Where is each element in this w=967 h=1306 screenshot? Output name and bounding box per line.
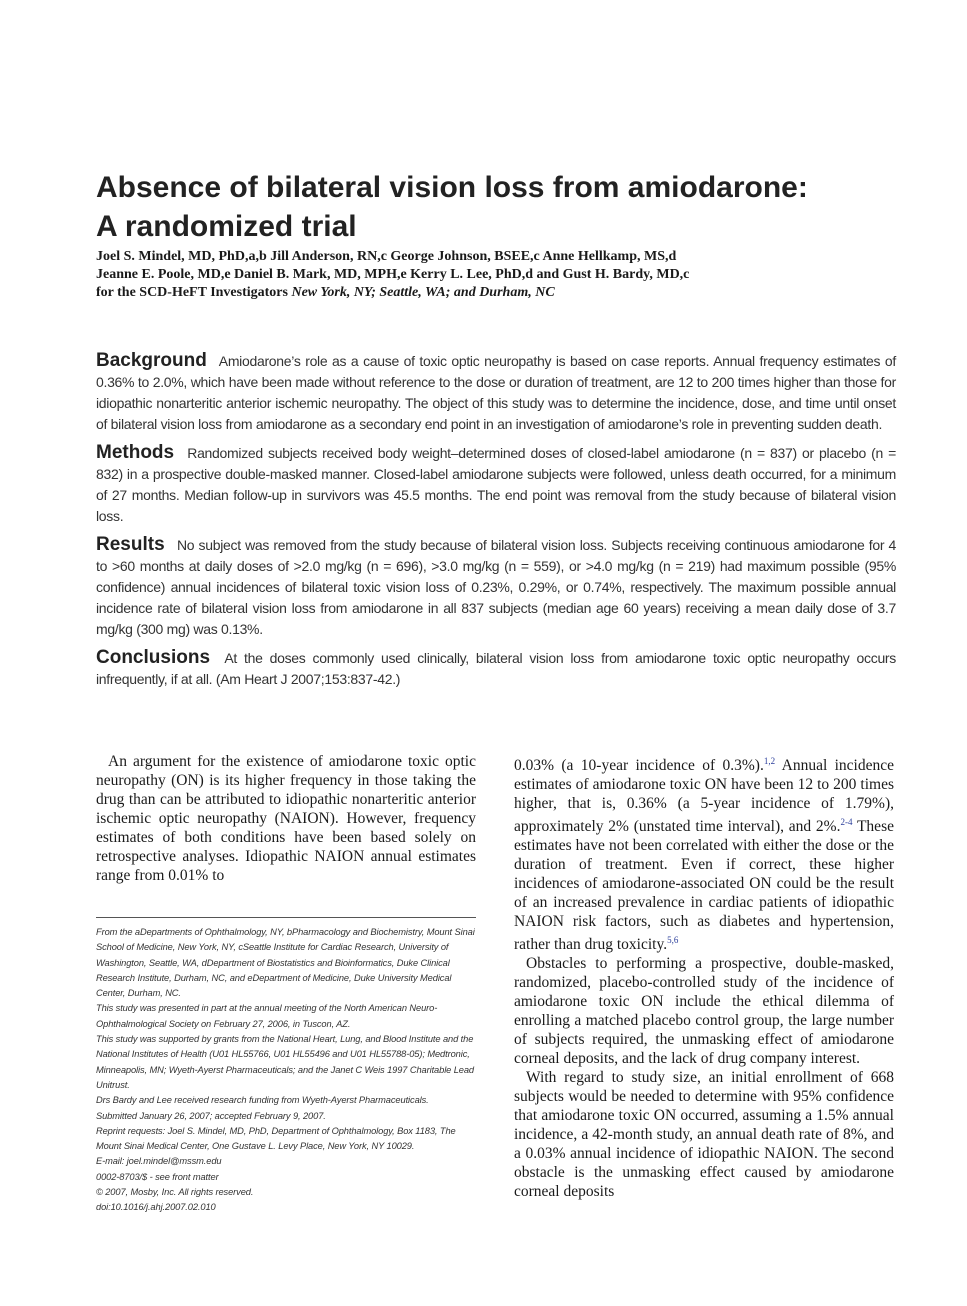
- abstract-background: [96, 350, 896, 435]
- para-text: These estimates have not been correlated with either the dose or the duration of treatment. Even if correct, these higher incidences of amiodarone-associated ON could be the result of an increased prevalence in cardiac patients of idiopathic NAION risk factors, such as diabetes and hypertension, rather than drug toxicity.: [514, 818, 894, 954]
- author-list: [96, 248, 886, 302]
- title-line-1: Absence of bilateral vision loss from amiodarone:: [96, 171, 808, 204]
- footnote-support: This study was supported by grants from the National Heart, Lung, and Blood Institute and the National Institutes of Health (U01 HL55766, U01 HL55496 and U01 HL55788-05); Medtronic, Minneapolis, MN; Wyeth-Ayerst Pharmaceuticals; and the Janet C Weis 1997 Charitable Lead Unitrust.: [96, 1034, 474, 1090]
- body-column-left: [96, 752, 476, 885]
- footnote-divider: [96, 917, 476, 918]
- background-text: Amiodarone’s role as a cause of toxic optic neuropathy is based on case reports. Annual frequency estimates of 0.36% to 2.0%, which have been made without reference to the dose or duration of treatment, are 12 to 200 times higher than those for idiopathic nonarteritic anterior ischemic neuropathy. The object of this study was to determine the incidence, dose, and time until onset of bilateral vision loss from amiodarone as a secondary end point in an investigation of amiodarone’s role in preventing sudden death.: [96, 353, 896, 432]
- intro-paragraph-3: With regard to study size, an initial enrollment of 668 subjects would be needed to determine with 95% confidence that amiodarone toxic ON occurred, assuming a 1.5% annual incidence, a 42-month study, an annual death rate of 8%, and a 0.03% annual incidence of idiopathic NAION. The second obstacle is the unmasking effect caused by amiodarone corneal deposits: [514, 1069, 894, 1201]
- intro-paragraph-1: An argument for the existence of amiodarone toxic optic neuropathy (ON) is its higher frequency in those taking the drug than can be attributed to idiopathic nonarteritic anterior ischemic optic neuropathy (NAION). However, frequency estimates of both conditions have been based solely on retrospective analyses. Idiopathic NAION annual estimates range from 0.01% to: [96, 753, 476, 884]
- investigator-group: for the SCD-HeFT Investigators: [96, 285, 288, 300]
- body-column-right: [514, 752, 894, 1201]
- results-heading: Results: [96, 534, 165, 555]
- footnote-doi: doi:10.1016/j.ahj.2007.02.010: [96, 1202, 216, 1213]
- authors-line-2: Jeanne E. Poole, MD,e Daniel B. Mark, MD, MPH,e Kerry L. Lee, PhD,d and Gust H. Bardy, MD,c: [96, 267, 690, 282]
- authors-line-1: Joel S. Mindel, MD, PhD,a,b Jill Anderson, RN,c George Johnson, BSEE,c Anne Hellkamp, MS,d: [96, 249, 677, 264]
- methods-heading: Methods: [96, 442, 175, 463]
- footnote-issn: 0002-8703/$ - see front matter: [96, 1171, 219, 1182]
- abstract-conclusions: [96, 647, 896, 690]
- abstract-methods: [96, 442, 896, 527]
- methods-text: Randomized subjects received body weight–determined doses of closed-label amiodarone (n = 837) or placebo (n = 832) in a prospective double-masked manner. Closed-label amiodarone subjects were followed, unless death occurred, for a minimum of 27 months. Median follow-up in survivors was 45.5 months. The end point was removal from the study because of bilateral vision loss.: [96, 445, 896, 524]
- abstract-results: [96, 534, 896, 640]
- footnotes: [96, 925, 476, 1216]
- results-text: No subject was removed from the study because of bilateral vision loss. Subjects receiving continuous amiodarone for 4 to >60 months at daily doses of >2.0 mg/kg (n = 696), >3.0 mg/kg (n = 559), or >4.0 mg/kg (n = 219) had maximum possible (95% confidence) annual incidences of bilateral toxic vision loss of 0.23%, 0.29%, or 0.74%, respectively. The maximum possible annual incidence rate of bilateral vision loss from amiodarone in all 837 subjects (median age 60 years) receiving a mean daily dose of 3.7 mg/kg (300 mg) was 0.13%.: [96, 537, 897, 637]
- reference-link[interactable]: 2-4: [840, 817, 853, 828]
- footnote-email: E-mail: joel.mindel@mssm.edu: [96, 1156, 222, 1167]
- intro-paragraph-1-continued: [514, 752, 894, 954]
- reference-link[interactable]: 5,6: [667, 935, 679, 946]
- footnote-copyright: © 2007, Mosby, Inc. All rights reserved.: [96, 1187, 254, 1198]
- conclusions-text: At the doses commonly used clinically, bilateral vision loss from amiodarone toxic optic neuropathy occurs infrequently, if at all. (Am Heart J 2007;153:837-42.): [96, 650, 896, 687]
- reference-link[interactable]: 1,2: [763, 756, 776, 766]
- background-heading: Background: [96, 350, 207, 371]
- author-locations: New York, NY; Seattle, WA; and Durham, NC: [291, 285, 555, 300]
- intro-paragraph-2: Obstacles to performing a prospective, double-masked, randomized, placebo-controlled study of the incidence of amiodarone toxic ON include the ethical dilemma of enrolling a matched placebo control group, the large number of subjects required, the unmasking effect of amiodarone corneal deposits, and the lack of drug company interest.: [514, 955, 894, 1068]
- article-title: [96, 168, 896, 246]
- title-line-2: A randomized trial: [96, 210, 357, 243]
- footnote-submitted: Submitted January 26, 2007; accepted February 9, 2007.: [96, 1110, 326, 1121]
- conclusions-heading: Conclusions: [96, 647, 211, 668]
- para-text: Annual incidence estimates of amiodarone toxic ON have been 12 to 200 times higher, that is, 0.36% (a 5-year incidence of 1.79%), approximately 2% (unstated time interval), and 2%.: [514, 757, 894, 836]
- footnote-reprints: Reprint requests: Joel S. Mindel, MD, PhD, Department of Ophthalmology, Box 1183, The Mount Sinai Medical Center, One Gustave L. Levy Place, New York, NY 10029.: [96, 1125, 456, 1152]
- footnote-presented: This study was presented in part at the annual meeting of the North American Neuro-Ophthalmological Society on February 27, 2006, in Tuscon, AZ.: [96, 1003, 438, 1029]
- footnote-affiliations: From the aDepartments of Ophthalmology, NY, bPharmacology and Biochemistry, Mount Sinai School of Medicine, New York, NY, cSeattle Institute for Cardiac Research, University of Washington, Seattle, WA, dDepartment of Biostatistics and Bioinformatics, Duke Clinical Research Institute, Durham, NC, and eDepartment of Medicine, Duke University Medical Center, Durham, NC.: [96, 927, 475, 999]
- para-text: 0.03% (a 10-year incidence of 0.3%).: [514, 757, 764, 775]
- footnote-funding: Drs Bardy and Lee received research funding from Wyeth-Ayerst Pharmaceuticals.: [96, 1095, 429, 1106]
- authors-line-3: [96, 284, 886, 302]
- abstract: [96, 350, 896, 697]
